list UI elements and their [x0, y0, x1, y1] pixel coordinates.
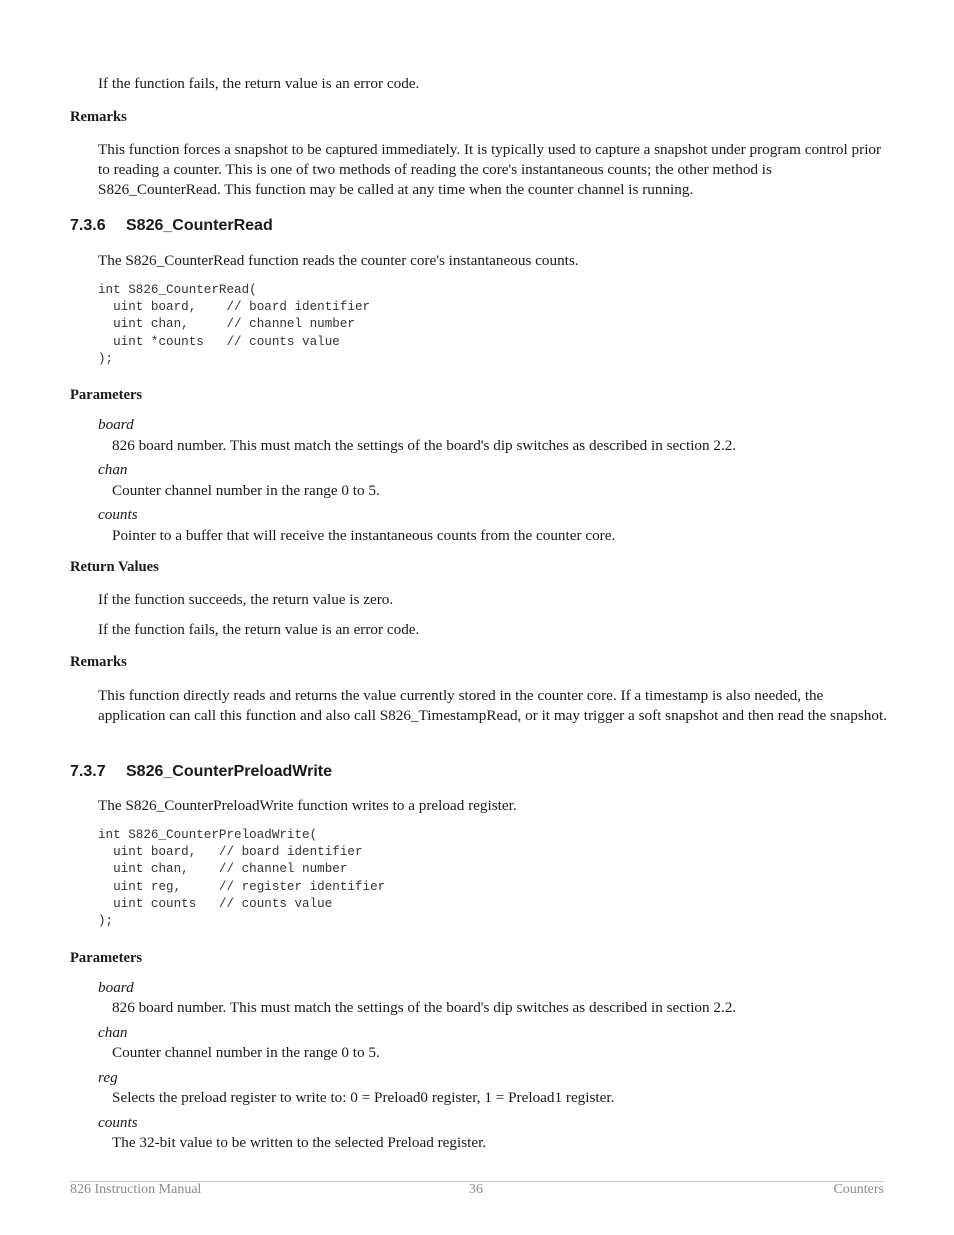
- section-737-heading: [70, 763, 332, 781]
- footer-manual-title: 826 Instruction Manual: [70, 1182, 202, 1197]
- section-736-number: 7.3.6: [70, 217, 106, 234]
- section-737-description: The S826_CounterPreloadWrite function writes to a preload register.: [98, 797, 517, 814]
- intro-remarks-label: Remarks: [70, 109, 127, 125]
- section-737-param-desc: Selects the preload register to write to: 0 = Preload0 register, 1 = Preload1 register.: [112, 1089, 615, 1106]
- section-737-param-name: counts: [98, 1114, 138, 1131]
- section-736-return-success: If the function succeeds, the return value is zero.: [98, 591, 394, 608]
- section-736-remarks-label: Remarks: [70, 654, 127, 670]
- section-737-param-desc: Counter channel number in the range 0 to 5.: [112, 1044, 380, 1061]
- section-737-param-name: board: [98, 979, 134, 996]
- section-737-parameters-label: Parameters: [70, 950, 143, 966]
- intro-fail-text: If the function fails, the return value is an error code.: [98, 75, 420, 92]
- section-736-param-name: board: [98, 416, 134, 433]
- footer-page-number: 36: [469, 1182, 483, 1197]
- section-737-code-block: int S826_CounterPreloadWrite( uint board, // board identifier uint chan, // channel number uint reg, // register identifier uint counts // counts value );: [98, 828, 386, 929]
- intro-remarks-text: This function forces a snapshot to be captured immediately. It is typically used to capture a snapshot under program control prior to reading a counter. This is one of two methods of reading the core's instantaneous counts; the other method is S826_CounterRead. This function may be called at any time when the counter channel is running.: [98, 141, 882, 198]
- footer-chapter-name: Counters: [833, 1182, 884, 1197]
- section-736-description: The S826_CounterRead function reads the counter core's instantaneous counts.: [98, 252, 579, 269]
- section-737-number: 7.3.7: [70, 763, 106, 780]
- section-736-param-name: counts: [98, 506, 138, 523]
- section-736-param-desc: Pointer to a buffer that will receive the instantaneous counts from the counter core.: [112, 527, 616, 544]
- section-736-remarks-text: This function directly reads and returns the value currently stored in the counter core. If a timestamp is also needed, the application can call this function and also call S826_TimestampRead, or it may trigger a soft snapshot and then read the snapshot.: [98, 687, 888, 724]
- section-736-param-desc: 826 board number. This must match the settings of the board's dip switches as described in section 2.2.: [112, 437, 737, 454]
- section-737-param-desc: The 32-bit value to be written to the selected Preload register.: [112, 1134, 487, 1151]
- section-736-code-block: int S826_CounterRead( uint board, // board identifier uint chan, // channel number uint *counts // counts value );: [98, 283, 371, 366]
- section-736-parameters-label: Parameters: [70, 387, 143, 403]
- section-737-param-desc: 826 board number. This must match the settings of the board's dip switches as described in section 2.2.: [112, 999, 737, 1016]
- section-736-return-fail: If the function fails, the return value is an error code.: [98, 621, 420, 638]
- section-737-param-name: reg: [98, 1069, 118, 1086]
- section-736-heading: [70, 217, 273, 235]
- section-736-title: S826_CounterRead: [126, 217, 273, 234]
- section-736-param-name: chan: [98, 461, 128, 478]
- section-736-param-desc: Counter channel number in the range 0 to 5.: [112, 482, 380, 499]
- section-737-title: S826_CounterPreloadWrite: [126, 763, 332, 780]
- section-737-param-name: chan: [98, 1024, 128, 1041]
- section-736-return-label: Return Values: [70, 559, 159, 575]
